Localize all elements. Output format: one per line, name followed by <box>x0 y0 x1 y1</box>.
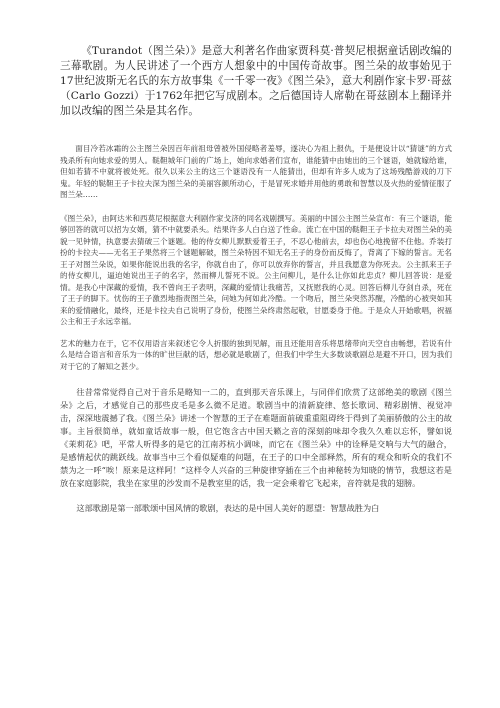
art-paragraph: 艺术的魅力在于，它不仅用语言来叙述它令人折服的独到见解，而且还能用音乐将思绪带向天空自由畅想，若说有什么是结合语言和音乐为一体的旷世巨献的话，想必就是歌剧了，但我们中学生大多数谈歌剧总是避不开口，因为我们对于它的了解知之甚少。 <box>60 338 452 371</box>
summary-paragraph: 面目冷若冰霜的公主图兰朵因百年前祖母曾被外国侵略者羞辱，遂决心为祖上报仇，于是便设计以“猜谜”的方式残杀所有向她求爱的男人。鞑靼城年门前的广场上，她向求婚者们宣布，谁能猜中由她出的三个谜语，她就嫁给谁，但如若猜不中就将被处死。很久以来公主的这三个谜语没有一人能猜出，但却有许多人成为了这场残酷游戏的刀下鬼。年轻的鞑靼王子卡拉夫深为图兰朵的美丽容颜所动心，于是冒死求婚并用他的勇敢和智慧以及火热的爱情征服了图兰朵…… <box>60 144 452 199</box>
closing-paragraph: 这部歌剧是第一部歌颂中国风情的歌剧，表达的是中国人美好的愿望：智慧战胜为白 <box>76 503 380 513</box>
story-paragraph: 《图兰朵》，由阿达米和西莫尼根据意大利剧作家戈济的同名戏剧撰写。美丽的中国公主图兰朵宣布：有三个谜语，能够回答的就可以招为女婿，猜不中就要杀头。结果许多人白白送了性命。流亡在中国的鞑靼王子卡拉夫对图兰朵的美貌一见钟情，执意要去猜破三个谜题。他的侍女柳儿默默爱着王子，不忍心他前去，却也伤心地挽留不住他。乔装打扮的卡拉夫——无名王子果然将三个谜题解破，图兰朵特因不知无名王子的身份而反悔了，背离了下嫁的誓言。无名王子对图兰朵说，如果你能说出我的名字，你就自由了，你可以放弃你的誓言，并且我愿意为你死去。公主抓来王子的侍女柳儿，逼迫她说出王子的名字，然而柳儿誓死不说。公主问柳儿，是什么让你如此忠贞？柳儿回答说：是爱情。是我心中深藏的爱情，我不曾向王子表明，深藏的爱情让我痛苦，又抚慰我的心灵。回答后柳儿夺剑自杀，死在了王子的脚下。忧伤的王子激烈地指责图兰朵，问她为何如此冷酷。一个吻后，图兰朵突然苏醒，冷酷的心被突如其来的爱情融化，最终，还是卡拉夫自己说明了身份，使图兰朵终肃然起敬，甘愿委身于他。于是众人开始歌唱，祝福公主和王子永远幸福。 <box>60 213 452 326</box>
feeling-paragraph: 往昔常常觉得自己对于音乐是略知一二的，直到那天音乐课上，与同伴们欣赏了这部绝美的歌剧《图兰朵》之后，才感觉自己的那些皮毛是多么微不足道。歌剧当中的清新旋律、悠长歌词、精彩剧情、视觉冲击，深深地震撼了我。《图兰朵》讲述一个智慧的王子在难题面前破重重阻碍终于得到了美丽骄傲的公主的故事。主旨很简单，就如童话故事一般，但它饱含古中国天籁之音的深刻韵味却令我久久难以忘怀，譬如说《茉莉花》吧，平常人听得多的是它的江南苏杭小调味，而它在《图兰朵》中的诠释是交响与大气的融合，是感情起伏的跳跃线。故事当中三个看似疑难的问题，在王子的口中全部释然，所有的观众和听众的我们不禁为之一呼“唉！原来是这样阿！”这样令人兴奋的三种旋律穿插在三个由神秘转为知晓的情节，我想这若是放在家庭影院，我坐在家里的沙发而不是教室里的话，我一定会乘着它飞起来，音符就是我的翅膀。 <box>60 387 452 488</box>
intro-paragraph: 《Turandot（图兰朵）》是意大利著名作曲家贾科莫·普契尼根据童话剧改编的三幕歌剧。为人民讲述了一个西方人想象中的中国传奇故事。图兰朵的故事始见于17世纪波斯无名氏的东方故事集《一千零一夜》《图兰朵》，意大利剧作家卡罗·哥兹（Carlo Gozzi）于1762年把它写成剧本。之后德国诗人席勒在哥兹剧本上翻译并加以改编的图兰朵是其名作。 <box>60 45 452 117</box>
